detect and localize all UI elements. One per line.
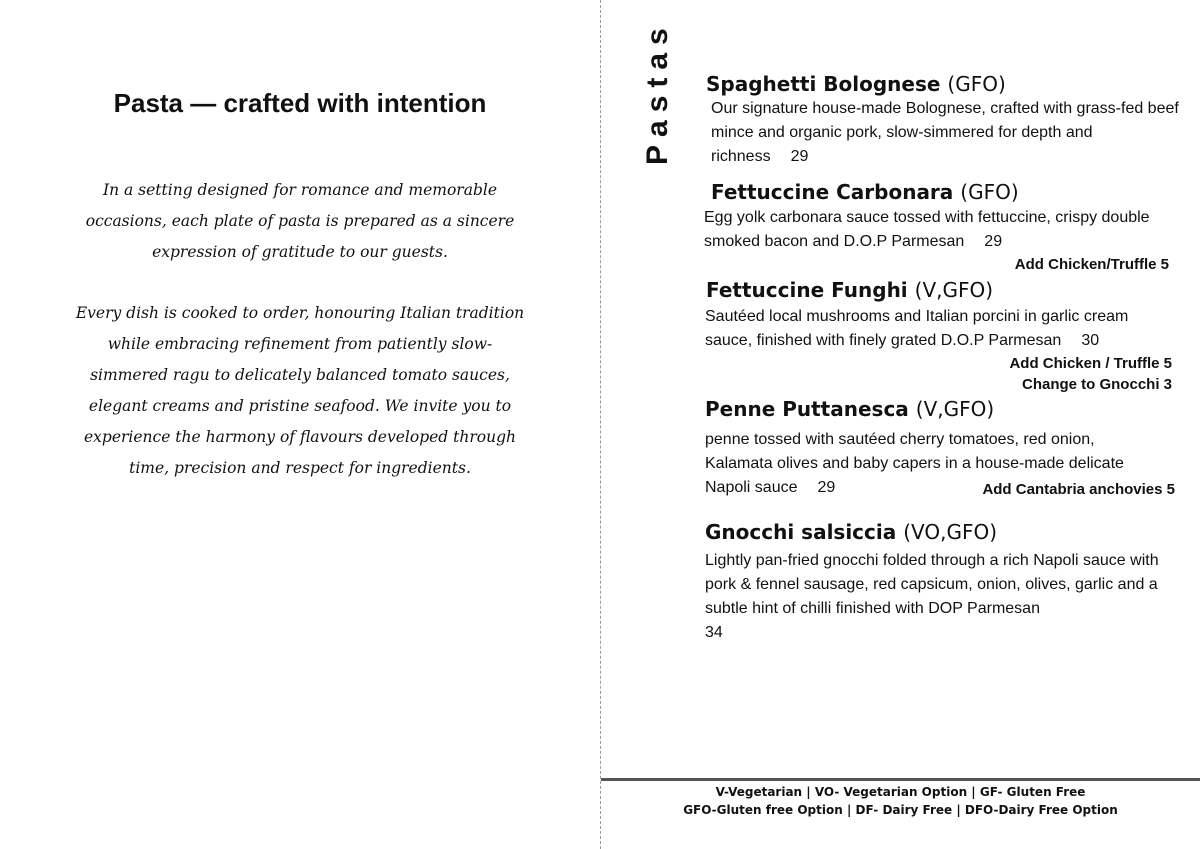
intro-paragraph-2: Every dish is cooked to order, honouring Italian tradition while embracing refinement from patiently slow-simmered ragu to delicately balanced tomato sauces, elegant creams and pristine seafood. We invite you to experience the harmony of flavours developed through time, precision and respect for ingredients. <box>75 304 525 477</box>
dish-description: Sautéed local mushrooms and Italian porcini in garlic cream sauce, finished with finely grated D.O.P Parmesan <box>705 308 1129 349</box>
dish-tags: (GFO) <box>947 72 1006 96</box>
footer-rule <box>601 778 1200 781</box>
dish-description-gnocchi-salsiccia: Lightly pan-fried gnocchi folded through a rich Napoli sauce with pork & fennel sausage, red capsicum, onion, olives, garlic and a subtle hint of chilli finished with DOP Parmesan <box>705 552 1159 617</box>
dish-description-bolognese <box>711 97 1181 169</box>
dish-tags: (GFO) <box>960 180 1019 204</box>
dish-name-puttanesca <box>705 397 994 421</box>
dish-name-funghi <box>706 278 993 302</box>
dish-name-gnocchi-salsiccia <box>705 520 997 544</box>
dish-price: 30 <box>1081 332 1100 349</box>
dish-title: Fettuccine Funghi <box>706 278 908 302</box>
dish-name-bolognese <box>706 72 1006 96</box>
dish-title: Gnocchi salsiccia <box>705 520 897 544</box>
dish-tags: (V,GFO) <box>914 278 994 302</box>
dish-price-gnocchi-salsiccia: 34 <box>705 624 723 641</box>
dish-price: 29 <box>984 233 1003 250</box>
dish-title: Penne Puttanesca <box>705 397 909 421</box>
addon-funghi-gnocchi: Change to Gnocchi 3 <box>1021 376 1172 393</box>
dish-tags: (V,GFO) <box>915 397 995 421</box>
dish-title: Spaghetti Bolognese <box>706 72 941 96</box>
dietary-legend-line-2: GFO-Gluten free Option | DF- Dairy Free | DFO-Dairy Free Option <box>683 803 1118 817</box>
dish-description: penne tossed with sautéed cherry tomatoes, red onion, Kalamata olives and baby capers in a house-made delicate Napoli sauce <box>705 431 1124 496</box>
dish-description: Our signature house-made Bolognese, crafted with grass-fed beef mince and organic pork, slow-simmered for depth and richness <box>711 100 1179 165</box>
dish-price: 29 <box>790 148 809 165</box>
addon-puttanesca-anchovies: Add Cantabria anchovies 5 <box>982 481 1175 498</box>
dish-description-funghi <box>705 305 1175 353</box>
addon-carbonara-chicken-truffle: Add Chicken/Truffle 5 <box>1014 256 1169 273</box>
dish-price: 29 <box>817 479 836 496</box>
intro-paragraph-1: In a setting designed for romance and memorable occasions, each plate of pasta is prepared as a sincere expression of gratitude to our guests. <box>85 181 515 261</box>
intro-title: Pasta — crafted with intention <box>113 88 487 118</box>
page-fold-divider <box>600 0 601 849</box>
dish-name-carbonara <box>711 180 1019 204</box>
dietary-legend-line-1: V-Vegetarian | VO- Vegetarian Option | GF- Gluten Free <box>715 785 1086 799</box>
dish-tags: (VO,GFO) <box>903 520 997 544</box>
dish-description-carbonara <box>704 206 1188 254</box>
dish-title: Fettuccine Carbonara <box>711 180 954 204</box>
addon-funghi-chicken-truffle: Add Chicken / Truffle 5 <box>1009 355 1172 372</box>
dish-description: Egg yolk carbonara sauce tossed with fettuccine, crispy double smoked bacon and D.O.P Parmesan <box>704 209 1150 250</box>
